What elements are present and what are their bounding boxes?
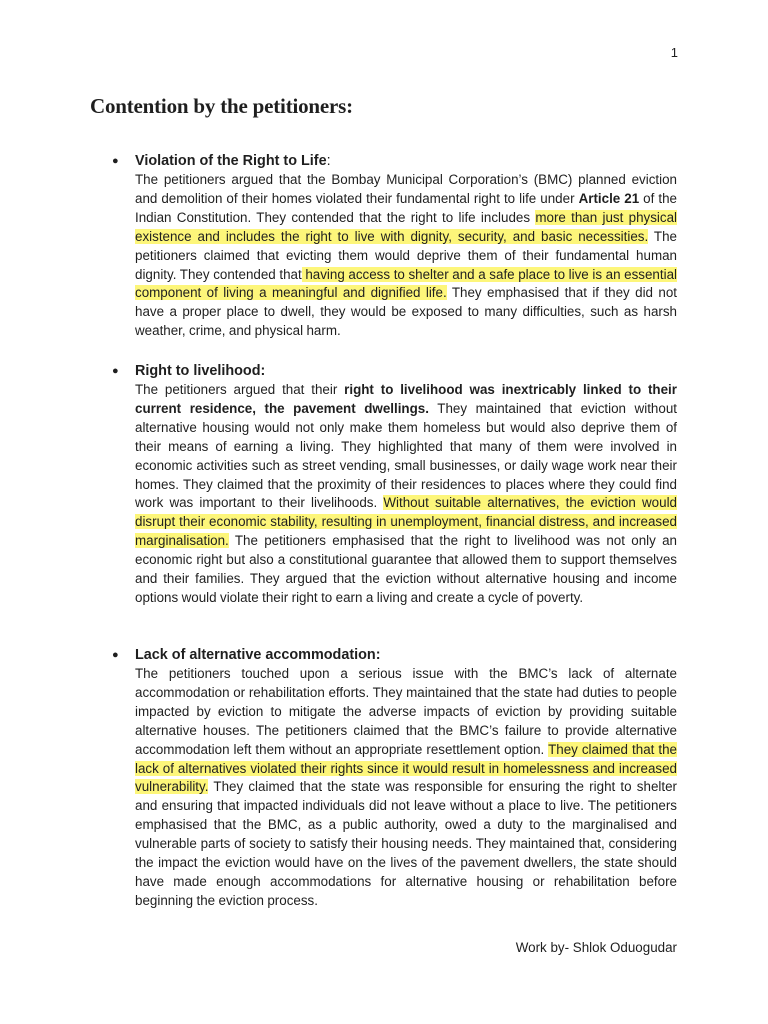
highlighted-text: having access to shelter and a safe place to live is an essential component of living a meaningful and dignified life. — [135, 266, 677, 301]
highlighted-text: more than just physical existence and includes the right to live with dignity, security, and basic necessities. — [135, 209, 678, 244]
bullet-icon: ● — [112, 155, 119, 167]
highlighted-text: Without suitable alternatives, the eviction would disrupt their economic stability, resulting in unemployment, financial distress, and increased marginalisation. — [135, 495, 677, 549]
section-title — [112, 646, 677, 665]
bullet-icon: ● — [112, 649, 119, 661]
body-text: They emphasised that if they did not have a proper place to dwell, they would be exposed to many difficulties, such as harsh weather, crime, and physical harm. — [135, 285, 677, 339]
body-text: The petitioners claimed that evicting them would deprive them of their fundamental human dignity. They contended that — [135, 228, 677, 282]
body-text: The petitioners emphasised that the right to livelihood was not only an economic right but also a constitutional guarantee that allowed them to support themselves and their families. They argued that the eviction without alternative housing and income options would violate their right to earn a living and create a cycle of poverty. — [135, 533, 677, 605]
section-title — [112, 362, 677, 381]
page-number: 1 — [670, 45, 678, 60]
body-text: The petitioners touched upon a serious issue with the BMC’s lack of alternate accommodation or rehabilitation efforts. They maintained that the state had duties to people impacted by eviction to mitigate the adverse impacts of eviction by providing suitable alternative houses. The petitioners claimed that the BMC’s failure to provide alternative accommodation left them without an appropriate resettlement option. — [135, 666, 677, 757]
body-text: The petitioners argued that their — [135, 382, 345, 397]
page-heading: Contention by the petitioners: — [90, 94, 353, 118]
section-title-text: Lack of alternative accommodation: — [135, 647, 381, 663]
footer-credit: Work by- Shlok Oduogudar — [515, 940, 677, 955]
section-title-suffix: : — [326, 153, 331, 169]
section-body — [135, 171, 677, 341]
body-text: They maintained that eviction without alternative housing would not only make them homeless but would also deprive them of their means of earning a living. They highlighted that many of them were involved in economic activities such as street vending, small businesses, or daily wage work near their homes. They claimed that the proximity of their residences to places where they could find work was important to their livelihoods. — [135, 400, 677, 511]
body-text: They claimed that the state was responsible for ensuring the right to shelter and ensuring that impacted individuals did not leave without a place to live. The petitioners emphasised that the BMC, as a public authority, owed a duty to the marginalised and vulnerable parts of society to satisfy their housing needs. They maintained that, considering the impact the eviction would have on the lives of the pavement dwellers, the state should have made enough accommodations for alternative housing or rehabilitation before beginning the eviction process. — [135, 779, 677, 908]
body-text: The petitioners argued that the Bombay Municipal Corporation’s (BMC) planned eviction and demolition of their homes violated their fundamental right to life under — [135, 172, 677, 206]
highlighted-text: They claimed that the lack of alternatives violated their rights since it would result in homelessness and increased vulnerability. — [135, 741, 677, 795]
section-right-to-livelihood — [112, 362, 677, 608]
body-text: of the Indian Constitution. They contended that the right to life includes — [135, 190, 677, 225]
bold-text: right to livelihood was inextricably linked to their current residence, the pavement dwellings. — [135, 382, 677, 416]
bold-text: Article 21 — [578, 190, 640, 206]
section-right-to-life — [112, 152, 678, 341]
section-body — [135, 381, 677, 608]
section-title-text: Violation of the Right to Life — [135, 153, 327, 169]
section-lack-of-accommodation — [112, 646, 677, 911]
section-title-text: Right to livelihood: — [135, 363, 266, 379]
section-title — [112, 152, 677, 171]
section-body — [135, 665, 677, 911]
bullet-icon: ● — [112, 365, 119, 377]
